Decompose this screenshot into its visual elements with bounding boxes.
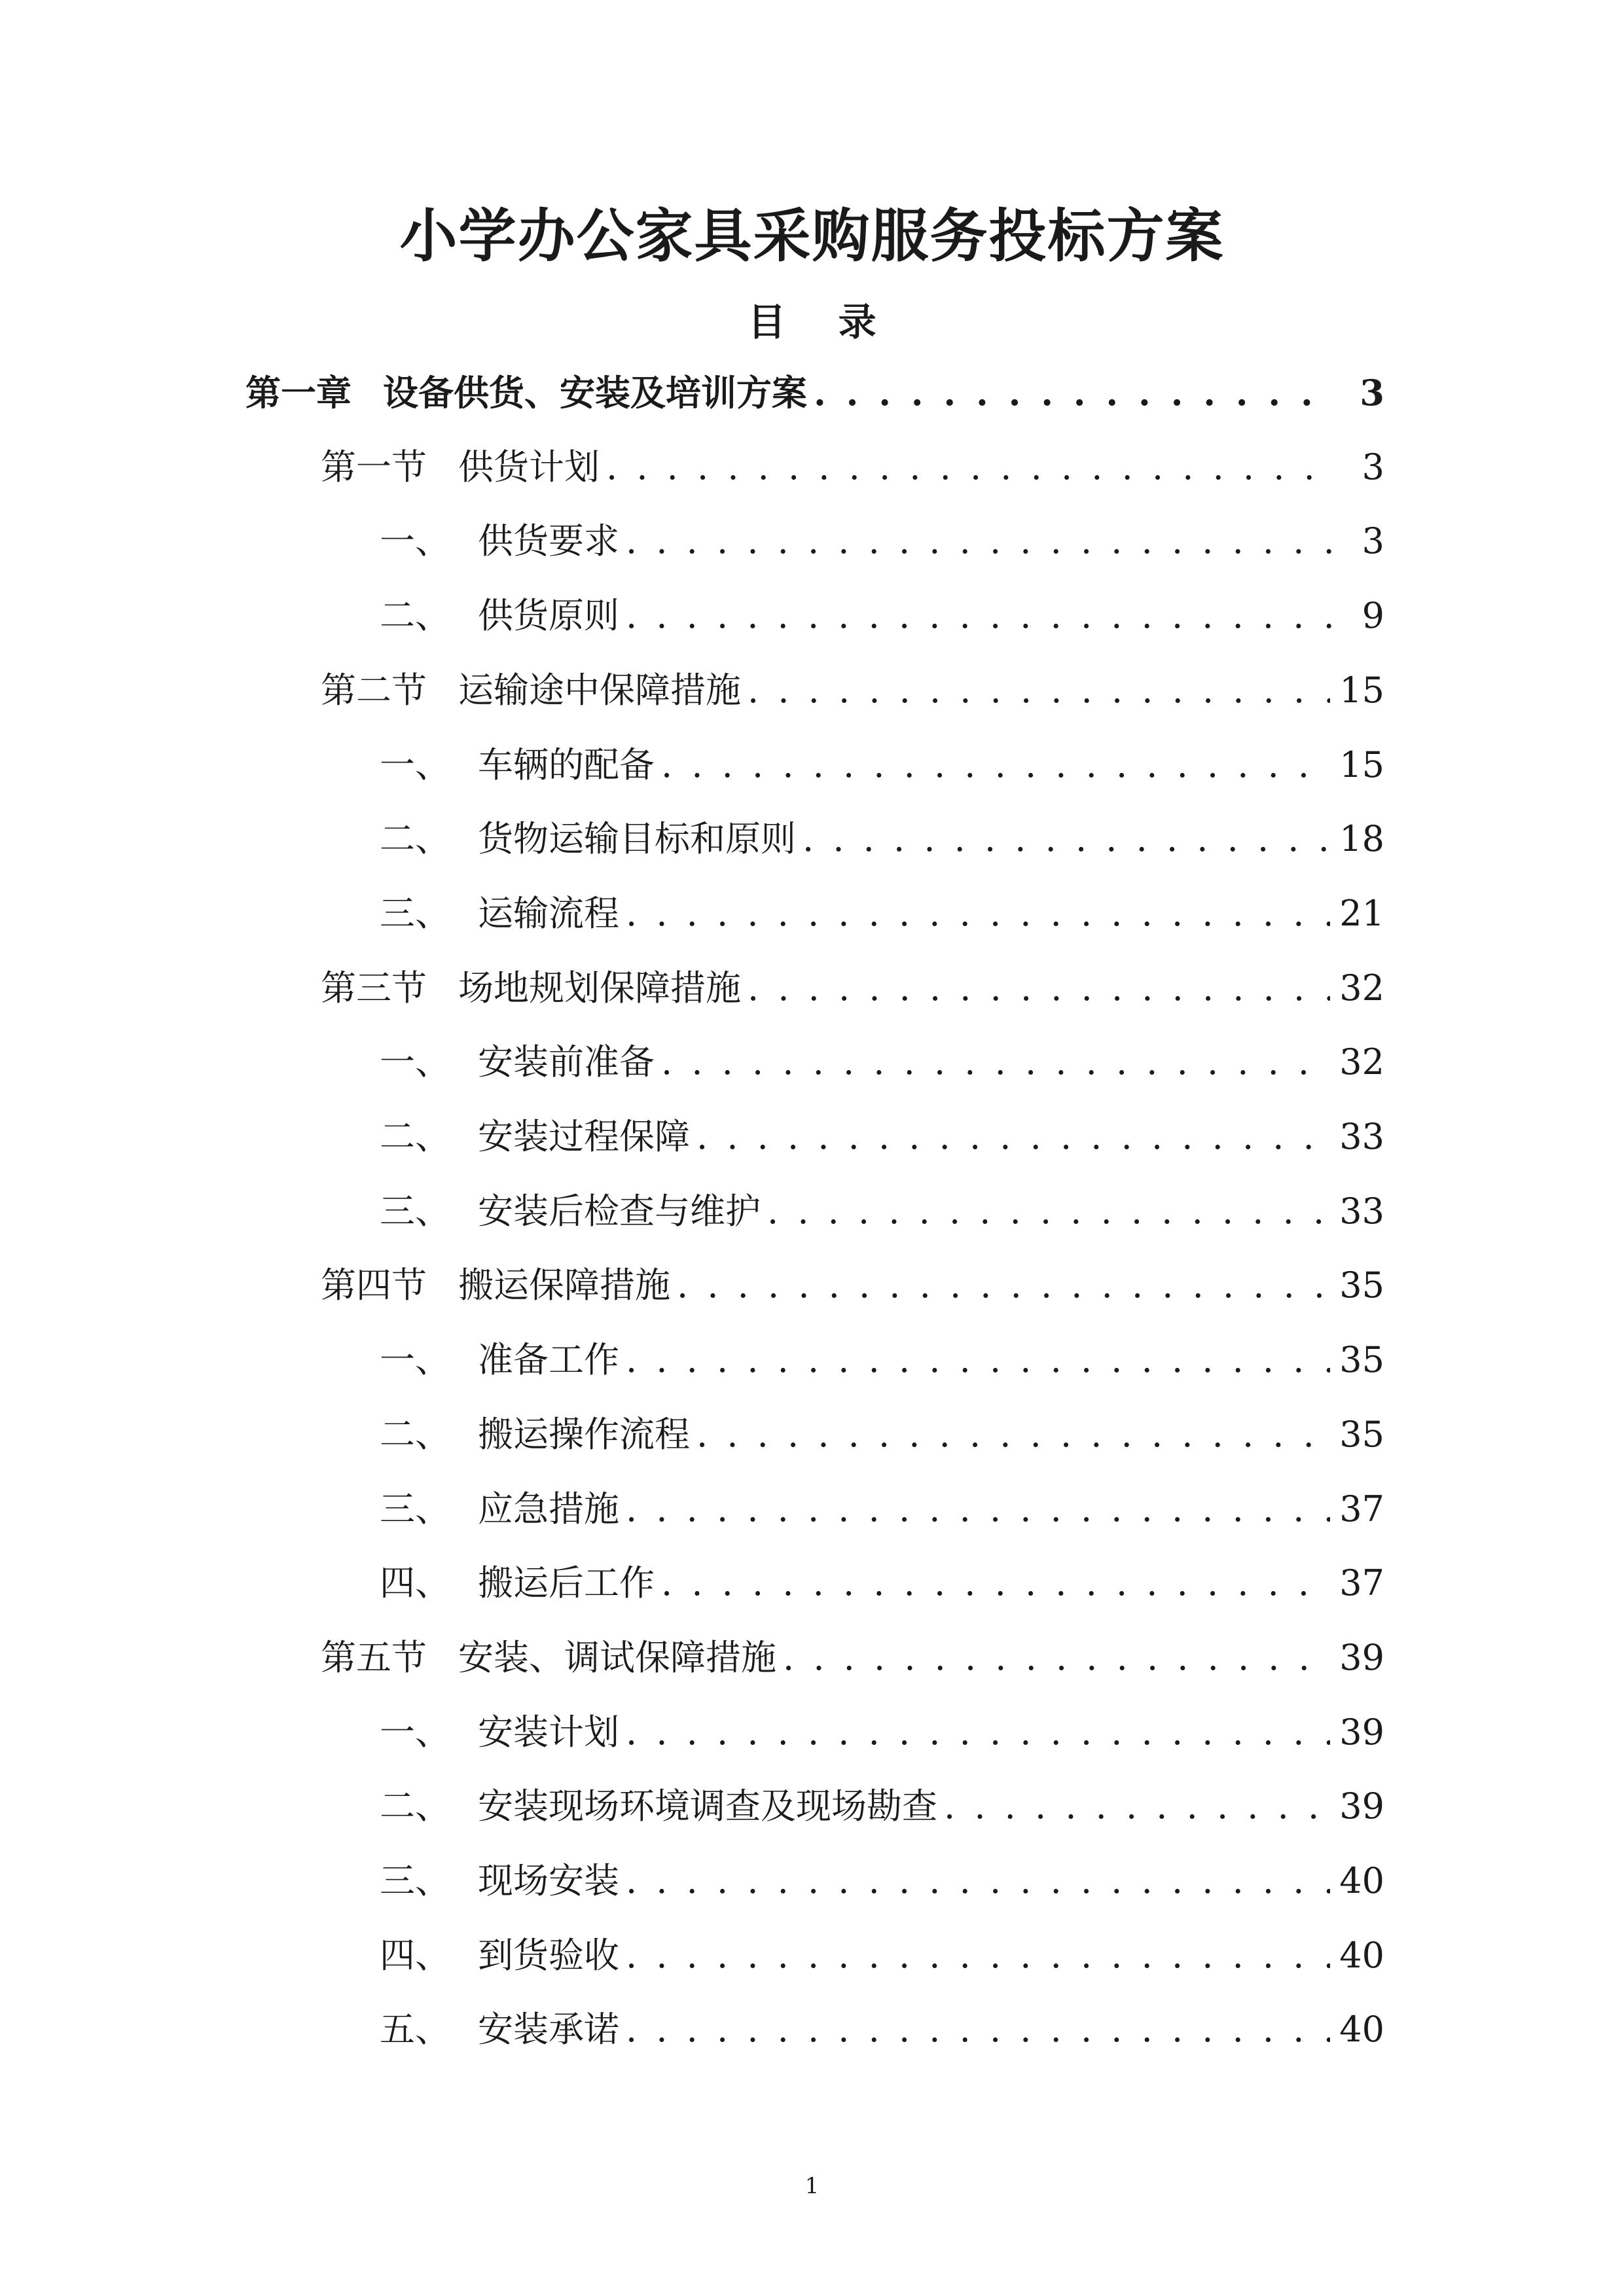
toc-entry-title: 场地规划保障措施 xyxy=(458,967,741,1009)
toc-entry[interactable] xyxy=(380,1331,1384,1390)
toc-entry-number: 二、 xyxy=(380,818,450,859)
toc-dot-leader xyxy=(677,1256,1330,1315)
toc-dot-leader xyxy=(944,1777,1330,1836)
toc-dot-leader xyxy=(626,1926,1330,1985)
toc-entry-page: 33 xyxy=(1339,1116,1384,1157)
toc-entry-page: 3 xyxy=(1362,446,1384,488)
toc-entry[interactable] xyxy=(380,512,1384,571)
toc-entry-title: 到货验收 xyxy=(478,1935,619,1976)
toc-entry-page: 18 xyxy=(1339,818,1384,859)
toc-dot-leader xyxy=(626,1331,1330,1390)
toc-entry-number: 第四节 xyxy=(321,1265,427,1306)
toc-dot-leader xyxy=(626,586,1336,645)
toc-entry-number: 三、 xyxy=(380,1488,450,1530)
toc-entry-title: 安装、调试保障措施 xyxy=(458,1637,776,1678)
toc-entry-page: 39 xyxy=(1339,1712,1384,1753)
toc-entry-title: 设备供货、安装及培训方案 xyxy=(383,372,807,414)
toc-entry-page: 37 xyxy=(1339,1562,1384,1604)
toc-entry-title: 运输流程 xyxy=(478,893,619,934)
toc-entry[interactable] xyxy=(321,1256,1384,1315)
toc-entry-page: 39 xyxy=(1339,1785,1384,1827)
toc-entry-title: 搬运保障措施 xyxy=(458,1265,670,1306)
toc-entry[interactable] xyxy=(380,1703,1384,1762)
page-number: 1 xyxy=(804,2173,820,2199)
toc-entry-title: 车辆的配备 xyxy=(478,744,655,785)
toc-entry-title: 安装承诺 xyxy=(478,2009,619,2050)
toc-entry-title: 安装前准备 xyxy=(478,1041,655,1083)
toc-dot-leader xyxy=(606,438,1336,497)
toc-entry-page: 21 xyxy=(1339,893,1384,934)
toc-entry-title: 供货原则 xyxy=(478,595,619,636)
toc-entry-number: 第三节 xyxy=(321,967,427,1009)
toc-entry-title: 供货要求 xyxy=(478,520,619,562)
toc-dot-leader xyxy=(748,959,1330,1018)
toc-entry-title: 安装后检查与维护 xyxy=(478,1191,761,1232)
toc-entry[interactable] xyxy=(321,1628,1384,1687)
toc-dot-leader xyxy=(626,512,1336,571)
toc-entry[interactable] xyxy=(380,2000,1384,2059)
toc-entry-number: 第五节 xyxy=(321,1637,427,1678)
toc-entry-number: 三、 xyxy=(380,893,450,934)
toc-entry-title: 搬运后工作 xyxy=(478,1562,655,1604)
toc-entry-number: 三、 xyxy=(380,1191,450,1232)
toc-entry[interactable] xyxy=(380,1777,1384,1836)
toc-entry-title: 安装计划 xyxy=(478,1712,619,1753)
toc-entry-title: 货物运输目标和原则 xyxy=(478,818,796,859)
toc-entry[interactable] xyxy=(245,363,1384,422)
toc-entry-number: 四、 xyxy=(380,1562,450,1604)
toc-entry[interactable] xyxy=(380,810,1384,869)
toc-entry[interactable] xyxy=(380,586,1384,645)
toc-entry-page: 9 xyxy=(1362,595,1384,636)
toc-dot-leader xyxy=(626,2000,1330,2059)
toc-entry[interactable] xyxy=(380,1107,1384,1166)
document-title: 小学办公家具采购服务投标方案 xyxy=(399,202,1225,270)
toc-entry-number: 三、 xyxy=(380,1860,450,1901)
toc-entry[interactable] xyxy=(380,884,1384,943)
toc-entry-page: 33 xyxy=(1339,1191,1384,1232)
toc-entry[interactable] xyxy=(380,1852,1384,1910)
toc-entry-page: 40 xyxy=(1339,2009,1384,2050)
toc-entry-number: 一、 xyxy=(380,1339,450,1380)
toc-entry-number: 二、 xyxy=(380,1785,450,1827)
toc-entry-title: 应急措施 xyxy=(478,1488,619,1530)
toc-entry-title: 搬运操作流程 xyxy=(478,1414,690,1455)
toc-entry-page: 37 xyxy=(1339,1488,1384,1530)
toc-dot-leader xyxy=(748,661,1330,720)
toc-dot-leader xyxy=(661,1554,1330,1613)
toc-entry[interactable] xyxy=(380,1033,1384,1092)
toc-entry-page: 15 xyxy=(1339,670,1384,711)
toc-entry[interactable] xyxy=(321,959,1384,1018)
toc-dot-leader xyxy=(626,1703,1330,1762)
toc-entry-page: 32 xyxy=(1339,967,1384,1009)
toc-entry-number: 二、 xyxy=(380,595,450,636)
toc-entry[interactable] xyxy=(321,661,1384,720)
toc-entry-page: 15 xyxy=(1339,744,1384,785)
toc-entry-page: 35 xyxy=(1339,1414,1384,1455)
toc-dot-leader xyxy=(696,1405,1330,1464)
toc-entry-number: 第一节 xyxy=(321,446,427,488)
toc-dot-leader xyxy=(783,1628,1330,1687)
toc-entry-page: 35 xyxy=(1339,1265,1384,1306)
toc-entry[interactable] xyxy=(321,438,1384,497)
toc-entry-title: 安装过程保障 xyxy=(478,1116,690,1157)
toc-entry-number: 二、 xyxy=(380,1414,450,1455)
toc-entry-number: 第二节 xyxy=(321,670,427,711)
toc-dot-leader xyxy=(661,1033,1330,1092)
toc-entry-title: 现场安装 xyxy=(478,1860,619,1901)
toc-dot-leader xyxy=(661,736,1330,795)
toc-entry-number: 一、 xyxy=(380,1041,450,1083)
toc-entry-number: 一、 xyxy=(380,1712,450,1753)
toc-dot-leader xyxy=(626,1852,1330,1910)
toc-entry-number: 第一章 xyxy=(245,372,352,414)
toc-dot-leader xyxy=(803,810,1330,869)
toc-heading: 目 录 xyxy=(748,300,896,344)
toc-entry-title: 运输途中保障措施 xyxy=(458,670,741,711)
toc-dot-leader xyxy=(767,1182,1330,1241)
toc-entry[interactable] xyxy=(380,1554,1384,1613)
toc-entry[interactable] xyxy=(380,1182,1384,1241)
toc-dot-leader xyxy=(626,1480,1330,1539)
toc-entry[interactable] xyxy=(380,1405,1384,1464)
toc-entry[interactable] xyxy=(380,1480,1384,1539)
toc-entry-page: 40 xyxy=(1339,1860,1384,1901)
toc-dot-leader xyxy=(696,1107,1330,1166)
toc-entry-title: 供货计划 xyxy=(458,446,600,488)
toc-entry-page: 3 xyxy=(1360,372,1384,414)
toc-entry-number: 一、 xyxy=(380,520,450,562)
toc-entry-title: 准备工作 xyxy=(478,1339,619,1380)
toc-dot-leader xyxy=(814,363,1336,422)
toc-entry-title: 安装现场环境调查及现场勘查 xyxy=(478,1785,937,1827)
toc-entry-page: 35 xyxy=(1339,1339,1384,1380)
toc-entry-page: 3 xyxy=(1362,520,1384,562)
toc-entry[interactable] xyxy=(380,1926,1384,1985)
toc-dot-leader xyxy=(626,884,1330,943)
toc-entry-page: 32 xyxy=(1339,1041,1384,1083)
toc-entry-number: 二、 xyxy=(380,1116,450,1157)
toc-entry-number: 四、 xyxy=(380,1935,450,1976)
toc-entry-page: 39 xyxy=(1339,1637,1384,1678)
toc-entry-page: 40 xyxy=(1339,1935,1384,1976)
toc-entry[interactable] xyxy=(380,736,1384,795)
toc-entry-number: 五、 xyxy=(380,2009,450,2050)
toc-entry-number: 一、 xyxy=(380,744,450,785)
